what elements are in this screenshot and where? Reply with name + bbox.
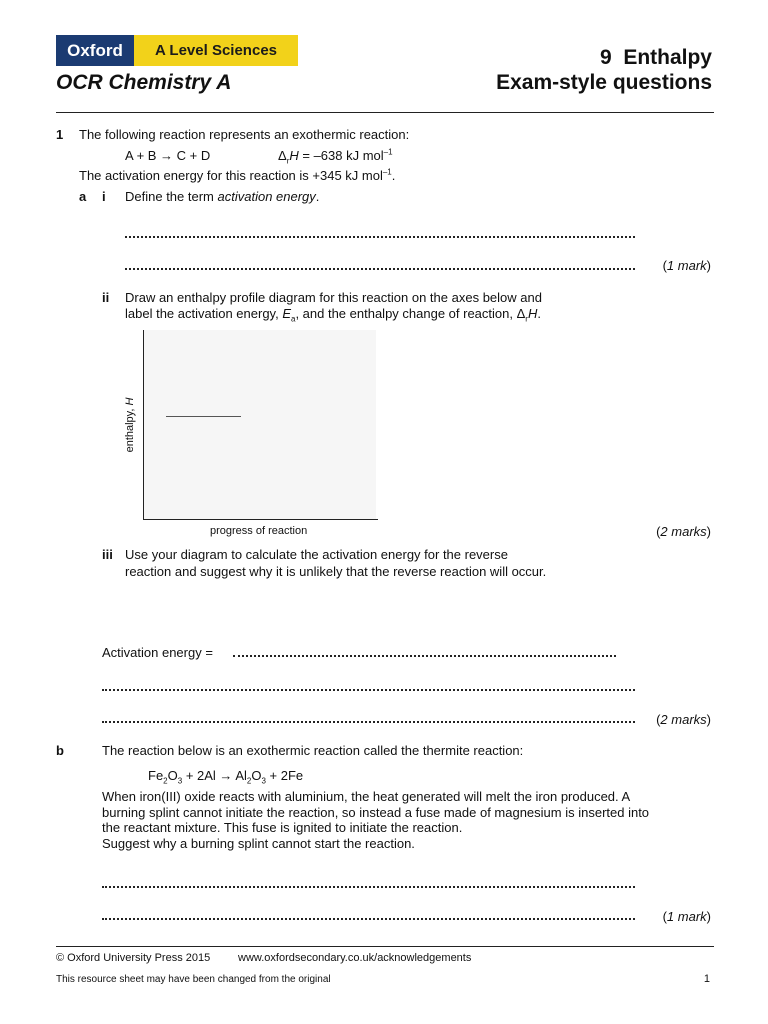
activation-energy-answer-line[interactable] xyxy=(233,655,616,657)
part-aii-line2: label the activation energy, $E_a$, and the enthalpy change of reaction, $\Delta_rH$. xyxy=(125,306,541,324)
footer-copyright: © Oxford University Press 2015 xyxy=(56,952,211,964)
y-axis xyxy=(143,330,144,520)
footer-url[interactable]: www.oxfordsecondary.co.uk/acknowledgements xyxy=(238,952,472,964)
answer-line[interactable] xyxy=(125,268,635,270)
part-b-para-line1: When iron(III) oxide reacts with aluminium, the heat generated will melt the iron produced. A xyxy=(102,789,631,804)
marks-b: (1 mark) xyxy=(662,909,711,924)
part-a-label: a xyxy=(79,189,87,204)
answer-line[interactable] xyxy=(125,236,635,238)
footer-divider xyxy=(56,946,714,947)
part-aiii-line2: reaction and suggest why it is unlikely that the reverse reaction will occur. xyxy=(125,564,547,579)
answer-line[interactable] xyxy=(102,689,635,691)
page-number: 1 xyxy=(703,973,710,985)
activation-energy-prompt: Activation energy = xyxy=(102,645,213,660)
sheet-type: Exam-style questions xyxy=(496,71,712,94)
plot-background xyxy=(144,330,376,520)
course-title: OCR Chemistry A xyxy=(56,71,232,94)
reactant-level-line xyxy=(166,416,241,417)
enthalpy-diagram[interactable] xyxy=(120,330,382,540)
marks-aii: (2 marks) xyxy=(656,524,711,539)
question-intro: The following reaction represents an exothermic reaction: xyxy=(79,127,410,142)
answer-line[interactable] xyxy=(102,721,635,723)
part-b-para-line3: the reactant mixture. This fuse is ignited to initiate the reaction. xyxy=(102,820,463,835)
part-aiii-label: iii xyxy=(102,547,113,562)
brand-series: A Level Sciences xyxy=(134,35,298,66)
part-b-label: b xyxy=(56,743,64,758)
part-ai-label: i xyxy=(102,189,106,204)
x-axis-label: progress of reaction xyxy=(210,525,308,537)
answer-line[interactable] xyxy=(102,918,635,920)
x-axis xyxy=(143,519,378,520)
chapter-number: 9 xyxy=(599,46,612,69)
part-b-intro: The reaction below is an exothermic reaction called the thermite reaction: xyxy=(102,743,524,758)
brand-logo xyxy=(56,35,298,66)
footer-note: This resource sheet may have been changed from the original xyxy=(56,974,331,985)
thermite-equation: $Fe_2O_3 + 2Al \to Al_2O_3 + 2Fe$ xyxy=(148,768,304,786)
marks-aiii: (2 marks) xyxy=(656,712,711,727)
chapter-heading xyxy=(600,45,712,71)
activation-energy-statement: The activation energy for this reaction is +345 kJ mol$^{-1}$. xyxy=(79,167,396,183)
part-b-para-line2: burning splint cannot initiate the reaction, so instead a fuse made of magnesium is inserted into xyxy=(102,805,650,820)
reaction-equation: A + B → C + D xyxy=(125,148,211,163)
brand-oxford: Oxford xyxy=(56,35,134,66)
part-aii-label: ii xyxy=(102,290,110,305)
marks-ai: (1 mark) xyxy=(662,258,711,273)
part-b-question: Suggest why a burning splint cannot start the reaction. xyxy=(102,836,415,851)
part-aii-line1: Draw an enthalpy profile diagram for this reaction on the axes below and xyxy=(125,290,542,305)
header-divider xyxy=(56,112,714,113)
enthalpy-change: $\Delta_rH = -638$ kJ mol$^{-1}$ xyxy=(278,147,393,166)
part-ai-text: Define the term activation energy. xyxy=(125,189,320,204)
chapter-title: Enthalpy xyxy=(623,46,712,69)
question-number: 1 xyxy=(56,127,64,142)
y-axis-label: enthalpy, H xyxy=(124,397,136,453)
answer-line[interactable] xyxy=(102,886,635,888)
part-aiii-line1: Use your diagram to calculate the activation energy for the reverse xyxy=(125,547,508,562)
